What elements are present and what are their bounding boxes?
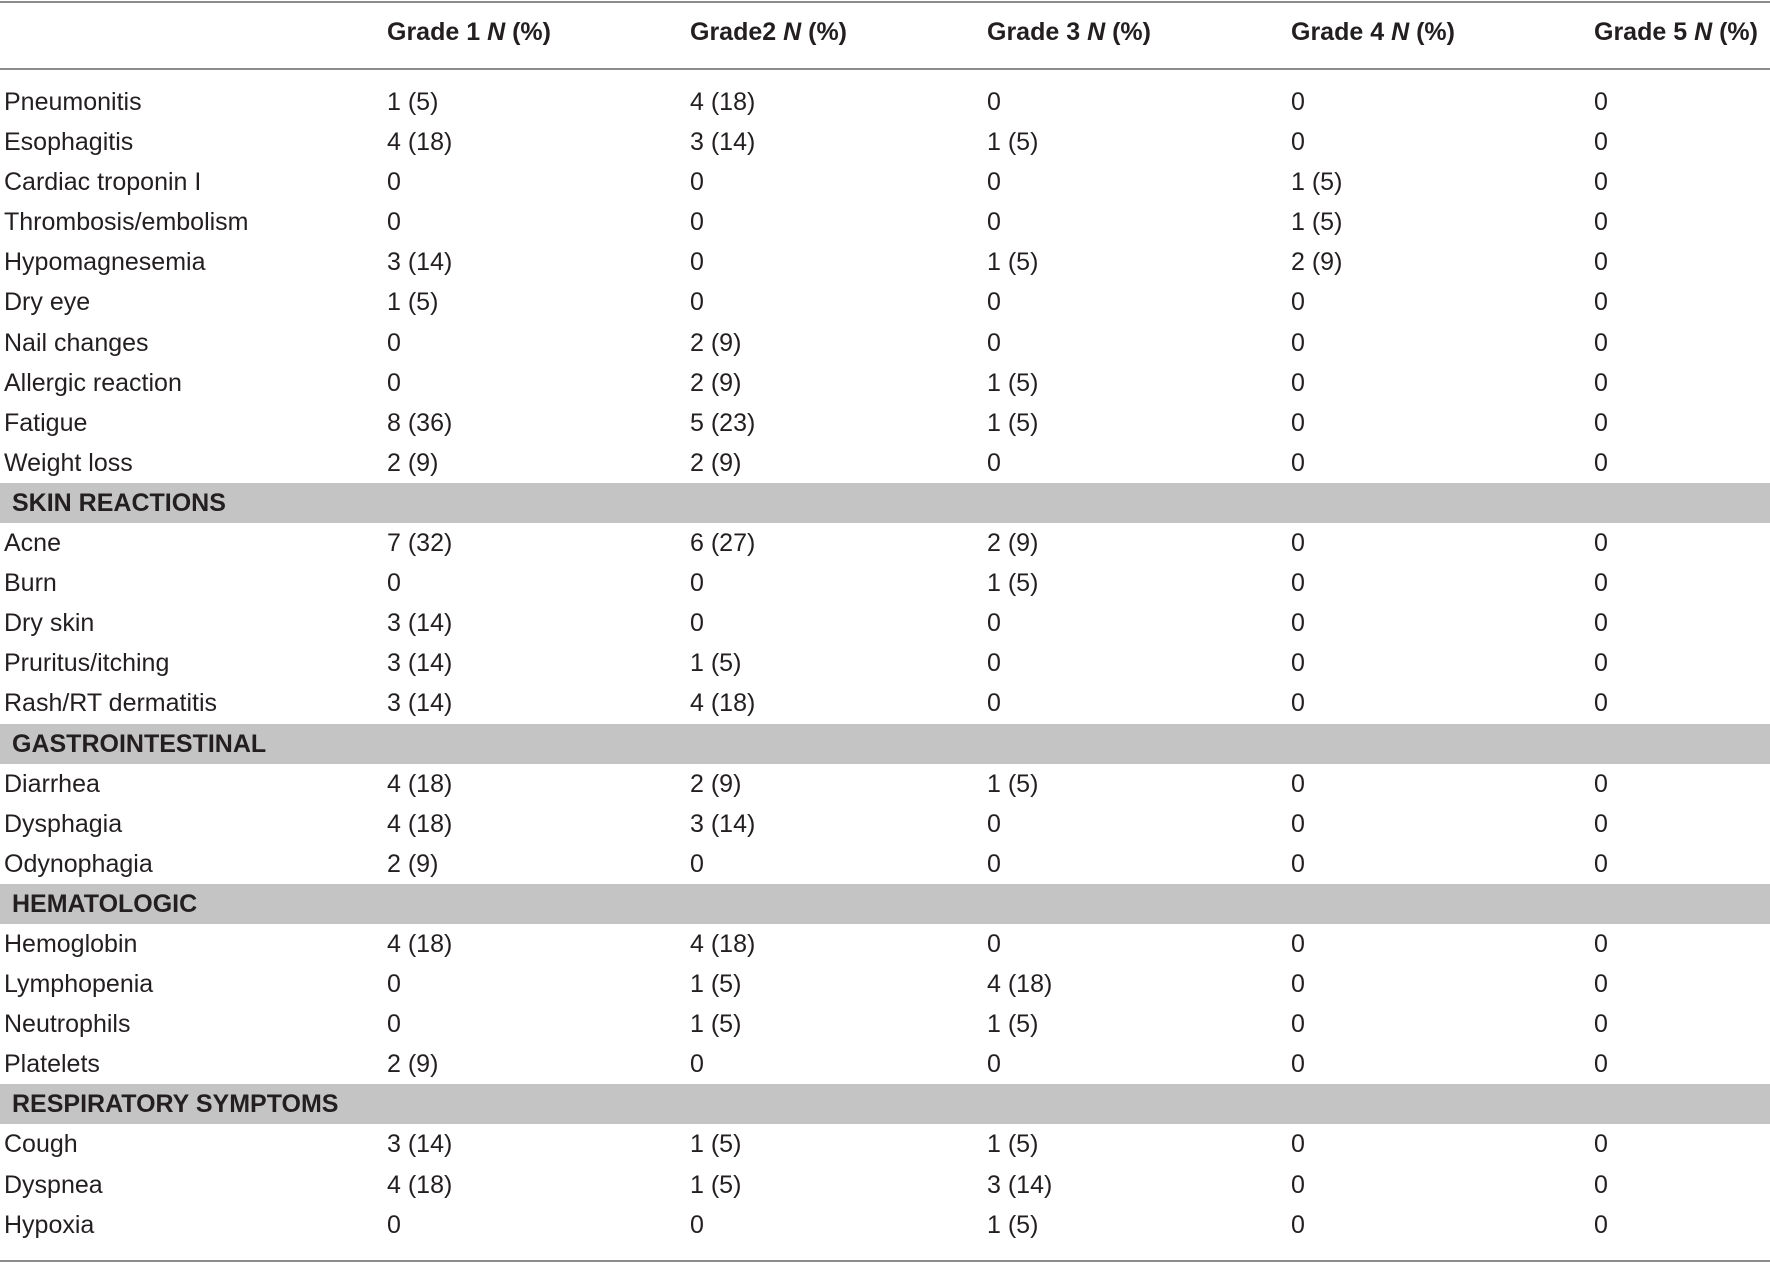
grade-5-value: 0 bbox=[1594, 649, 1608, 678]
table-row bbox=[0, 1124, 1770, 1164]
grade-3-value: 1 (5) bbox=[987, 248, 1039, 277]
table-row bbox=[0, 242, 1770, 282]
section-header-row bbox=[0, 483, 1770, 523]
grade-1-value: 4 (18) bbox=[387, 809, 453, 838]
table-row bbox=[0, 844, 1770, 884]
grade-3-value: 1 (5) bbox=[987, 769, 1039, 798]
grade-1-value: 0 bbox=[387, 1210, 401, 1239]
grade-2-value: 2 (9) bbox=[690, 448, 742, 477]
header-grade-1-label: Grade 1 bbox=[387, 18, 488, 46]
grade-5-value: 0 bbox=[1594, 1170, 1608, 1199]
table-row bbox=[0, 162, 1770, 202]
header-grade-3-unit: (%) bbox=[1105, 18, 1151, 46]
table-row bbox=[0, 1205, 1770, 1245]
grade-3-value: 0 bbox=[987, 328, 1001, 357]
header-grade-2-unit: (%) bbox=[801, 18, 847, 46]
grade-5-value: 0 bbox=[1594, 529, 1608, 558]
event-name: Cough bbox=[4, 1130, 78, 1159]
grade-3-value: 0 bbox=[987, 849, 1001, 878]
grade-2-value: 1 (5) bbox=[690, 1130, 742, 1159]
table-row bbox=[0, 82, 1770, 122]
grade-1-value: 3 (14) bbox=[387, 649, 453, 678]
grade-1-value: 0 bbox=[387, 970, 401, 999]
grade-4-value: 0 bbox=[1291, 609, 1305, 638]
grade-5-value: 0 bbox=[1594, 328, 1608, 357]
event-name: Hypomagnesemia bbox=[4, 248, 206, 277]
grade-2-value: 0 bbox=[690, 168, 704, 197]
grade-2-value: 2 (9) bbox=[690, 769, 742, 798]
grade-3-value: 0 bbox=[987, 88, 1001, 116]
event-name: Neutrophils bbox=[4, 1010, 131, 1039]
grade-5-value: 0 bbox=[1594, 128, 1608, 157]
grade-5-value: 0 bbox=[1594, 1130, 1608, 1159]
grade-1-value: 2 (9) bbox=[387, 1050, 439, 1079]
table-row bbox=[0, 523, 1770, 563]
grade-4-value: 0 bbox=[1291, 408, 1305, 437]
grade-5-value: 0 bbox=[1594, 288, 1608, 317]
grade-3-value: 0 bbox=[987, 208, 1001, 237]
grade-3-value: 1 (5) bbox=[987, 1130, 1039, 1159]
header-grade-1-unit: (%) bbox=[505, 18, 551, 46]
event-name: Allergic reaction bbox=[4, 368, 182, 397]
event-name: Lymphopenia bbox=[4, 970, 154, 999]
section-label: SKIN REACTIONS bbox=[12, 488, 226, 517]
grade-3-value: 0 bbox=[987, 288, 1001, 317]
section-label: HEMATOLOGIC bbox=[12, 889, 198, 918]
grade-5-value: 0 bbox=[1594, 208, 1608, 237]
grade-2-value: 3 (14) bbox=[690, 128, 756, 157]
grade-5-value: 0 bbox=[1594, 408, 1608, 437]
table-row bbox=[0, 924, 1770, 964]
event-name: Odynophagia bbox=[4, 849, 153, 878]
table-row bbox=[0, 764, 1770, 804]
grade-4-value: 0 bbox=[1291, 88, 1305, 116]
event-name: Esophagitis bbox=[4, 128, 134, 157]
header-grade-1-n: N bbox=[487, 18, 506, 46]
grade-3-value: 1 (5) bbox=[987, 569, 1039, 598]
grade-2-value: 0 bbox=[690, 849, 704, 878]
table-row bbox=[0, 282, 1770, 322]
grade-4-value: 2 (9) bbox=[1291, 248, 1343, 277]
event-name: Diarrhea bbox=[4, 769, 100, 798]
grade-2-value: 1 (5) bbox=[690, 1010, 742, 1039]
table-row bbox=[0, 804, 1770, 844]
event-name: Dysphagia bbox=[4, 809, 123, 838]
grade-1-value: 0 bbox=[387, 368, 401, 397]
grade-1-value: 7 (32) bbox=[387, 529, 453, 558]
grade-4-value: 1 (5) bbox=[1291, 208, 1343, 237]
table-bottom-rule bbox=[0, 1260, 1770, 1262]
grade-1-value: 4 (18) bbox=[387, 1170, 453, 1199]
grade-4-value: 0 bbox=[1291, 849, 1305, 878]
grade-4-value: 0 bbox=[1291, 368, 1305, 397]
grade-4-value: 0 bbox=[1291, 970, 1305, 999]
grade-2-value: 0 bbox=[690, 1050, 704, 1079]
header-grade-4-unit: (%) bbox=[1409, 18, 1455, 46]
event-name: Platelets bbox=[4, 1050, 100, 1079]
section-header-row bbox=[0, 884, 1770, 924]
grade-4-value: 0 bbox=[1291, 128, 1305, 157]
grade-1-value: 1 (5) bbox=[387, 88, 439, 116]
header-grade-5-unit: (%) bbox=[1712, 18, 1758, 46]
grade-2-value: 2 (9) bbox=[690, 368, 742, 397]
table-row bbox=[0, 1165, 1770, 1205]
event-name: Pneumonitis bbox=[4, 88, 142, 116]
event-name: Fatigue bbox=[4, 408, 88, 437]
grade-1-value: 3 (14) bbox=[387, 689, 453, 718]
table-row bbox=[0, 563, 1770, 603]
header-grade-5-label: Grade 5 bbox=[1594, 18, 1695, 46]
grade-1-value: 3 (14) bbox=[387, 1130, 453, 1159]
grade-4-value: 0 bbox=[1291, 1210, 1305, 1239]
table-body bbox=[0, 82, 1770, 1245]
table-row bbox=[0, 122, 1770, 162]
header-grade-1 bbox=[387, 16, 551, 48]
grade-5-value: 0 bbox=[1594, 368, 1608, 397]
grade-5-value: 0 bbox=[1594, 769, 1608, 798]
grade-3-value: 0 bbox=[987, 809, 1001, 838]
table-row bbox=[0, 1004, 1770, 1044]
grade-2-value: 1 (5) bbox=[690, 649, 742, 678]
grade-1-value: 0 bbox=[387, 168, 401, 197]
grade-2-value: 4 (18) bbox=[690, 929, 756, 958]
header-grade-5-n: N bbox=[1694, 18, 1713, 46]
header-grade-5 bbox=[1594, 16, 1758, 48]
grade-4-value: 0 bbox=[1291, 1050, 1305, 1079]
grade-3-value: 1 (5) bbox=[987, 368, 1039, 397]
grade-1-value: 0 bbox=[387, 1010, 401, 1039]
grade-4-value: 0 bbox=[1291, 929, 1305, 958]
header-grade-3-label: Grade 3 bbox=[987, 18, 1088, 46]
event-name: Weight loss bbox=[4, 448, 133, 477]
grade-2-value: 4 (18) bbox=[690, 689, 756, 718]
grade-2-value: 0 bbox=[690, 569, 704, 598]
table-row bbox=[0, 643, 1770, 683]
grade-2-value: 0 bbox=[690, 248, 704, 277]
grade-1-value: 0 bbox=[387, 569, 401, 598]
grade-2-value: 0 bbox=[690, 288, 704, 317]
grade-2-value: 0 bbox=[690, 609, 704, 638]
table-row bbox=[0, 683, 1770, 723]
table-row bbox=[0, 603, 1770, 643]
grade-5-value: 0 bbox=[1594, 970, 1608, 999]
grade-4-value: 0 bbox=[1291, 1170, 1305, 1199]
section-header-row bbox=[0, 724, 1770, 764]
grade-3-value: 3 (14) bbox=[987, 1170, 1053, 1199]
header-grade-4 bbox=[1291, 16, 1455, 48]
event-name: Rash/RT dermatitis bbox=[4, 689, 218, 718]
grade-2-value: 0 bbox=[690, 208, 704, 237]
table-row bbox=[0, 964, 1770, 1004]
grade-2-value: 6 (27) bbox=[690, 529, 756, 558]
grade-5-value: 0 bbox=[1594, 168, 1608, 197]
table-header-rule bbox=[0, 68, 1770, 70]
event-name: Dyspnea bbox=[4, 1170, 103, 1199]
grade-4-value: 0 bbox=[1291, 328, 1305, 357]
table-header-row bbox=[0, 0, 1770, 68]
grade-1-value: 0 bbox=[387, 208, 401, 237]
grade-5-value: 0 bbox=[1594, 1210, 1608, 1239]
event-name: Dry eye bbox=[4, 288, 91, 317]
grade-1-value: 2 (9) bbox=[387, 849, 439, 878]
event-name: Hemoglobin bbox=[4, 929, 138, 958]
grade-5-value: 0 bbox=[1594, 929, 1608, 958]
table-row bbox=[0, 403, 1770, 443]
header-grade-2-label: Grade2 bbox=[690, 18, 784, 46]
grade-5-value: 0 bbox=[1594, 448, 1608, 477]
grade-3-value: 0 bbox=[987, 448, 1001, 477]
grade-5-value: 0 bbox=[1594, 88, 1608, 116]
header-grade-4-label: Grade 4 bbox=[1291, 18, 1392, 46]
header-grade-2-n: N bbox=[783, 18, 802, 46]
grade-3-value: 0 bbox=[987, 168, 1001, 197]
header-grade-2 bbox=[690, 16, 847, 48]
grade-4-value: 0 bbox=[1291, 448, 1305, 477]
header-grade-4-n: N bbox=[1391, 18, 1410, 46]
grade-5-value: 0 bbox=[1594, 1050, 1608, 1079]
table-row bbox=[0, 363, 1770, 403]
grade-1-value: 2 (9) bbox=[387, 448, 439, 477]
grade-4-value: 0 bbox=[1291, 529, 1305, 558]
grade-5-value: 0 bbox=[1594, 569, 1608, 598]
grade-5-value: 0 bbox=[1594, 689, 1608, 718]
grade-3-value: 1 (5) bbox=[987, 408, 1039, 437]
event-name: Burn bbox=[4, 569, 57, 598]
grade-4-value: 0 bbox=[1291, 689, 1305, 718]
grade-4-value: 0 bbox=[1291, 288, 1305, 317]
header-grade-3 bbox=[987, 16, 1151, 48]
event-name: Dry skin bbox=[4, 609, 95, 638]
grade-2-value: 2 (9) bbox=[690, 328, 742, 357]
event-name: Acne bbox=[4, 529, 61, 558]
grade-1-value: 8 (36) bbox=[387, 408, 453, 437]
grade-4-value: 0 bbox=[1291, 1010, 1305, 1039]
grade-3-value: 1 (5) bbox=[987, 128, 1039, 157]
header-grade-3-n: N bbox=[1087, 18, 1106, 46]
grade-3-value: 1 (5) bbox=[987, 1010, 1039, 1039]
grade-5-value: 0 bbox=[1594, 849, 1608, 878]
grade-1-value: 1 (5) bbox=[387, 288, 439, 317]
grade-5-value: 0 bbox=[1594, 1010, 1608, 1039]
grade-5-value: 0 bbox=[1594, 809, 1608, 838]
grade-3-value: 0 bbox=[987, 929, 1001, 958]
table-row bbox=[0, 1044, 1770, 1084]
table-row bbox=[0, 202, 1770, 242]
grade-5-value: 0 bbox=[1594, 609, 1608, 638]
grade-4-value: 0 bbox=[1291, 569, 1305, 598]
grade-2-value: 4 (18) bbox=[690, 88, 756, 116]
grade-2-value: 1 (5) bbox=[690, 1170, 742, 1199]
grade-4-value: 1 (5) bbox=[1291, 168, 1343, 197]
grade-3-value: 0 bbox=[987, 689, 1001, 718]
grade-1-value: 3 (14) bbox=[387, 248, 453, 277]
event-name: Hypoxia bbox=[4, 1210, 95, 1239]
grade-3-value: 4 (18) bbox=[987, 970, 1053, 999]
event-name: Pruritus/itching bbox=[4, 649, 170, 678]
grade-3-value: 0 bbox=[987, 1050, 1001, 1079]
table-row bbox=[0, 443, 1770, 483]
grade-2-value: 0 bbox=[690, 1210, 704, 1239]
section-header-row bbox=[0, 1084, 1770, 1124]
grade-4-value: 0 bbox=[1291, 809, 1305, 838]
grade-1-value: 4 (18) bbox=[387, 929, 453, 958]
section-label: RESPIRATORY SYMPTOMS bbox=[12, 1090, 339, 1119]
grade-2-value: 1 (5) bbox=[690, 970, 742, 999]
event-name: Cardiac troponin I bbox=[4, 168, 202, 197]
grade-4-value: 0 bbox=[1291, 1130, 1305, 1159]
section-label: GASTROINTESTINAL bbox=[12, 729, 267, 758]
grade-2-value: 5 (23) bbox=[690, 408, 756, 437]
grade-1-value: 4 (18) bbox=[387, 128, 453, 157]
grade-1-value: 3 (14) bbox=[387, 609, 453, 638]
grade-4-value: 0 bbox=[1291, 769, 1305, 798]
grade-4-value: 0 bbox=[1291, 649, 1305, 678]
grade-3-value: 2 (9) bbox=[987, 529, 1039, 558]
event-name: Nail changes bbox=[4, 328, 149, 357]
table-row bbox=[0, 323, 1770, 363]
grade-2-value: 3 (14) bbox=[690, 809, 756, 838]
grade-3-value: 0 bbox=[987, 609, 1001, 638]
grade-3-value: 0 bbox=[987, 649, 1001, 678]
grade-3-value: 1 (5) bbox=[987, 1210, 1039, 1239]
event-name: Thrombosis/embolism bbox=[4, 208, 249, 237]
grade-1-value: 0 bbox=[387, 328, 401, 357]
grade-5-value: 0 bbox=[1594, 248, 1608, 277]
grade-1-value: 4 (18) bbox=[387, 769, 453, 798]
